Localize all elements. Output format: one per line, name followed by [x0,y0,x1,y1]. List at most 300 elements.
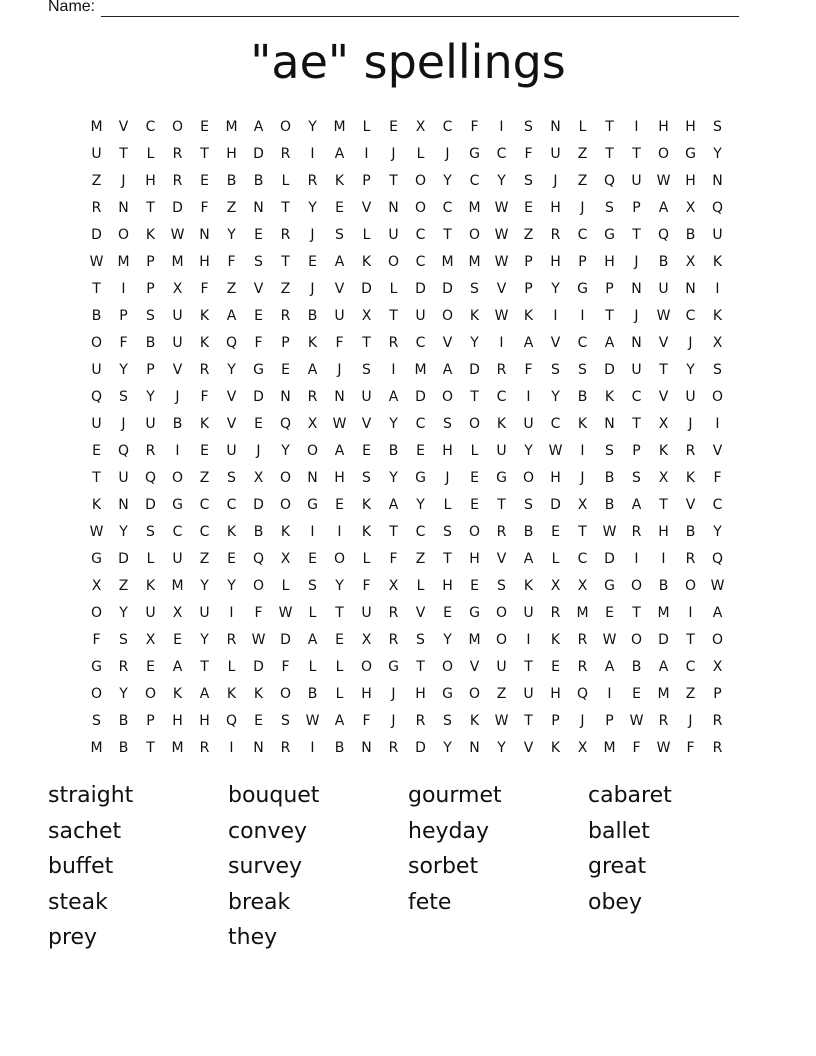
grid-cell: M [90,739,103,756]
grid-cell: A [253,118,264,135]
grid-cell: E [281,361,290,378]
word-list-item: survey [228,854,303,880]
grid-cell: A [388,388,399,405]
grid-cell: W [494,253,509,270]
grid-cell: W [710,577,725,594]
grid-cell: Y [551,280,560,297]
grid-cell: U [172,334,183,351]
grid-cell: Y [227,361,236,378]
grid-cell: M [468,199,481,216]
grid-cell: A [334,712,345,729]
grid-cell: B [307,685,318,702]
grid-cell: D [91,226,102,243]
grid-cell: L [335,658,344,675]
grid-row [83,437,733,464]
grid-cell: A [604,334,615,351]
grid-cell: E [605,604,614,621]
grid-cell: B [631,658,642,675]
grid-cell: K [307,334,318,351]
grid-cell: D [253,496,264,513]
grid-cell: J [688,415,693,432]
grid-cell: O [468,415,481,432]
grid-cell: X [712,658,723,675]
grid-cell: H [442,577,453,594]
grid-cell: R [307,388,318,405]
grid-cell: V [496,550,507,567]
grid-cell: Z [226,199,237,216]
grid-cell: J [121,415,126,432]
grid-cell: I [526,631,531,648]
grid-cell: E [92,442,101,459]
grid-cell: R [91,199,102,216]
grid-cell: W [656,172,671,189]
grid-cell: I [607,685,612,702]
grid-cell: E [254,307,263,324]
grid-cell: O [171,469,184,486]
grid-cell: J [310,226,315,243]
grid-cell: Q [576,685,589,702]
grid-cell: I [499,118,504,135]
grid-cell: J [310,280,315,297]
grid-cell: X [172,280,183,297]
name-field [48,0,739,17]
grid-row [83,626,733,653]
grid-cell: V [496,280,507,297]
grid-cell: D [442,280,453,297]
grid-cell: Z [685,685,696,702]
grid-cell: P [146,253,155,270]
grid-cell: H [361,685,372,702]
grid-cell: E [443,604,452,621]
grid-cell: A [631,496,642,513]
grid-cell: C [415,334,426,351]
grid-cell: Y [713,145,722,162]
grid-row [83,275,733,302]
grid-cell: C [226,496,237,513]
grid-cell: C [442,118,453,135]
grid-cell: T [200,658,209,675]
grid-cell: F [524,361,533,378]
grid-row [83,464,733,491]
grid-cell: O [468,226,481,243]
grid-cell: E [470,469,479,486]
grid-cell: D [253,658,264,675]
word-list-item: convey [228,818,308,844]
grid-cell: W [494,712,509,729]
grid-cell: B [658,253,669,270]
grid-cell: Y [119,685,128,702]
grid-cell: O [279,685,292,702]
grid-cell: X [658,469,669,486]
grid-cell: W [278,604,293,621]
grid-cell: R [145,442,156,459]
grid-cell: K [496,415,507,432]
grid-cell: X [415,118,426,135]
grid-cell: B [307,307,318,324]
grid-cell: G [388,658,399,675]
grid-cell: C [199,496,210,513]
grid-row [83,356,733,383]
grid-cell: Y [335,577,344,594]
grid-cell: E [254,712,263,729]
grid-cell: G [496,469,507,486]
grid-cell: E [524,199,533,216]
grid-cell: R [496,523,507,540]
grid-cell: R [388,334,399,351]
grid-cell: B [604,469,615,486]
grid-cell: Y [389,469,398,486]
grid-cell: O [711,631,724,648]
grid-cell: Z [118,577,129,594]
grid-cell: B [334,739,345,756]
grid-cell: K [253,685,264,702]
grid-cell: B [253,523,264,540]
grid-cell: N [712,172,723,189]
grid-cell: X [577,739,588,756]
grid-cell: P [146,361,155,378]
grid-cell: O [684,577,697,594]
letter-grid [83,113,733,761]
grid-cell: X [280,550,291,567]
grid-cell: S [119,631,128,648]
grid-cell: B [388,442,399,459]
grid-cell: U [226,442,237,459]
grid-cell: L [281,172,290,189]
grid-cell: Y [200,577,209,594]
grid-cell: H [550,253,561,270]
grid-cell: I [634,550,639,567]
grid-cell: C [631,388,642,405]
grid-cell: U [523,685,534,702]
grid-cell: U [199,604,210,621]
grid-cell: S [146,523,155,540]
grid-cell: J [391,145,396,162]
grid-cell: S [524,172,533,189]
word-list-item: steak [48,889,108,915]
grid-row [83,194,733,221]
grid-cell: Y [200,631,209,648]
grid-cell: C [415,253,426,270]
word-list-item: cabaret [588,783,672,808]
grid-row [83,302,733,329]
grid-cell: S [443,523,452,540]
grid-cell: A [523,334,534,351]
grid-cell: M [414,361,427,378]
grid-cell: Q [279,415,292,432]
grid-cell: B [685,226,696,243]
grid-cell: T [200,145,209,162]
grid-cell: K [712,307,723,324]
grid-cell: T [605,307,614,324]
grid-cell: O [117,226,130,243]
grid-cell: L [389,280,398,297]
grid-cell: T [524,658,533,675]
grid-cell: K [550,631,561,648]
grid-cell: G [604,577,615,594]
grid-row [83,518,733,545]
grid-cell: Z [496,685,507,702]
grid-cell: P [524,280,533,297]
grid-cell: R [118,658,129,675]
grid-cell: D [280,631,291,648]
grid-cell: Z [523,226,534,243]
grid-cell: C [496,145,507,162]
grid-cell: K [604,388,615,405]
grid-cell: R [685,442,696,459]
grid-cell: Y [551,388,560,405]
grid-cell: T [146,739,155,756]
grid-cell: J [445,469,450,486]
grid-cell: T [389,307,398,324]
grid-cell: X [388,577,399,594]
grid-cell: R [658,712,669,729]
grid-cell: V [469,658,480,675]
grid-cell: L [308,658,317,675]
grid-cell: R [712,739,723,756]
grid-cell: S [470,280,479,297]
grid-cell: Q [225,712,238,729]
grid-cell: H [415,685,426,702]
grid-cell: U [118,469,129,486]
grid-cell: K [577,415,588,432]
grid-cell: K [523,577,534,594]
grid-cell: O [495,631,508,648]
grid-cell: R [415,712,426,729]
grid-cell: E [362,442,371,459]
grid-cell: B [118,712,129,729]
grid-cell: N [118,496,129,513]
grid-cell: R [388,604,399,621]
grid-cell: B [118,739,129,756]
grid-cell: M [333,118,346,135]
grid-cell: V [361,415,372,432]
grid-cell: S [119,388,128,405]
grid-cell: C [712,496,723,513]
grid-cell: A [334,442,345,459]
grid-cell: T [605,145,614,162]
grid-cell: O [522,469,535,486]
grid-cell: S [227,469,236,486]
grid-row [83,113,733,140]
grid-cell: G [604,226,615,243]
grid-cell: Z [577,145,588,162]
grid-cell: A [334,253,345,270]
grid-cell: T [497,496,506,513]
grid-cell: F [281,658,290,675]
grid-cell: V [685,496,696,513]
grid-cell: H [658,523,669,540]
grid-cell: O [252,577,265,594]
word-list-item: sachet [48,818,122,844]
grid-cell: B [145,334,156,351]
grid-cell: U [415,307,426,324]
grid-cell: F [200,199,209,216]
grid-cell: S [524,496,533,513]
grid-cell: X [145,631,156,648]
grid-cell: K [361,496,372,513]
grid-cell: U [361,388,372,405]
grid-cell: O [333,550,346,567]
grid-cell: S [497,577,506,594]
grid-cell: R [172,172,183,189]
grid-cell: U [91,361,102,378]
grid-cell: E [470,577,479,594]
grid-cell: E [551,658,560,675]
grid-cell: I [715,280,720,297]
grid-cell: T [632,604,641,621]
grid-cell: J [580,469,585,486]
grid-cell: H [550,199,561,216]
grid-cell: J [634,307,639,324]
grid-cell: V [172,361,183,378]
grid-row [83,221,733,248]
grid-cell: S [605,442,614,459]
grid-cell: U [523,415,534,432]
grid-cell: T [362,334,371,351]
grid-cell: T [281,199,290,216]
grid-cell: U [145,415,156,432]
grid-cell: U [334,307,345,324]
grid-cell: E [632,685,641,702]
grid-cell: H [199,253,210,270]
grid-cell: I [310,523,315,540]
grid-cell: T [524,712,533,729]
grid-cell: T [659,361,668,378]
grid-cell: W [656,739,671,756]
grid-cell: R [712,712,723,729]
grid-cell: O [90,685,103,702]
grid-row [83,734,733,761]
grid-cell: G [172,496,183,513]
grid-cell: Y [227,577,236,594]
grid-cell: Y [416,496,425,513]
grid-cell: H [685,172,696,189]
grid-cell: U [712,226,723,243]
grid-cell: R [685,550,696,567]
grid-cell: X [307,415,318,432]
grid-cell: H [550,469,561,486]
grid-cell: Y [497,739,506,756]
grid-cell: K [145,226,156,243]
grid-cell: Q [603,172,616,189]
grid-cell: Y [713,523,722,540]
grid-row [83,545,733,572]
grid-cell: Q [144,469,157,486]
grid-cell: M [117,253,130,270]
grid-cell: X [172,604,183,621]
grid-cell: T [659,496,668,513]
grid-cell: S [578,361,587,378]
grid-cell: G [307,496,318,513]
grid-cell: X [91,577,102,594]
grid-cell: F [632,739,641,756]
word-list-item: great [588,854,647,880]
grid-cell: U [631,361,642,378]
grid-row [83,680,733,707]
grid-cell: F [686,739,695,756]
grid-cell: S [281,712,290,729]
grid-cell: R [388,631,399,648]
grid-cell: J [688,712,693,729]
grid-cell: J [688,334,693,351]
grid-cell: C [550,415,561,432]
grid-cell: A [712,604,723,621]
grid-cell: G [577,280,588,297]
word-list-item: buffet [48,854,114,880]
grid-cell: N [199,226,210,243]
grid-cell: A [172,658,183,675]
grid-cell: O [90,334,103,351]
grid-cell: N [307,469,318,486]
grid-cell: K [658,442,669,459]
grid-cell: M [657,685,670,702]
grid-cell: W [494,199,509,216]
grid-cell: V [226,415,237,432]
grid-cell: Y [443,172,452,189]
grid-cell: Y [443,739,452,756]
grid-cell: M [441,253,454,270]
grid-cell: S [443,712,452,729]
grid-cell: N [361,739,372,756]
grid-cell: E [227,550,236,567]
grid-cell: V [334,280,345,297]
grid-cell: G [442,685,453,702]
grid-row [83,572,733,599]
grid-cell: Q [711,550,724,567]
grid-cell: V [523,739,534,756]
word-list-item: they [228,925,278,951]
grid-cell: K [199,334,210,351]
grid-cell: U [91,415,102,432]
name-underline [101,1,739,17]
grid-cell: C [577,334,588,351]
grid-cell: S [632,469,641,486]
grid-cell: O [468,685,481,702]
grid-cell: U [388,226,399,243]
grid-cell: I [526,388,531,405]
grid-cell: J [337,361,342,378]
grid-cell: L [362,226,371,243]
grid-cell: P [362,172,371,189]
grid-cell: D [415,280,426,297]
grid-cell: T [389,172,398,189]
grid-cell: O [171,118,184,135]
name-label: Name: [48,0,96,15]
grid-cell: G [91,550,102,567]
grid-cell: R [550,226,561,243]
grid-cell: A [658,658,669,675]
word-list-item: break [228,889,291,915]
grid-cell: T [416,658,425,675]
grid-cell: S [416,631,425,648]
grid-cell: U [172,307,183,324]
grid-cell: J [553,172,558,189]
grid-cell: Z [577,172,588,189]
grid-row [83,599,733,626]
grid-cell: V [658,388,669,405]
grid-cell: H [172,712,183,729]
grid-cell: U [496,658,507,675]
grid-cell: E [173,631,182,648]
grid-cell: L [362,550,371,567]
grid-cell: S [551,361,560,378]
grid-cell: N [388,199,399,216]
grid-cell: L [281,577,290,594]
grid-cell: E [335,199,344,216]
grid-cell: P [632,442,641,459]
grid-cell: I [310,739,315,756]
grid-cell: E [335,631,344,648]
